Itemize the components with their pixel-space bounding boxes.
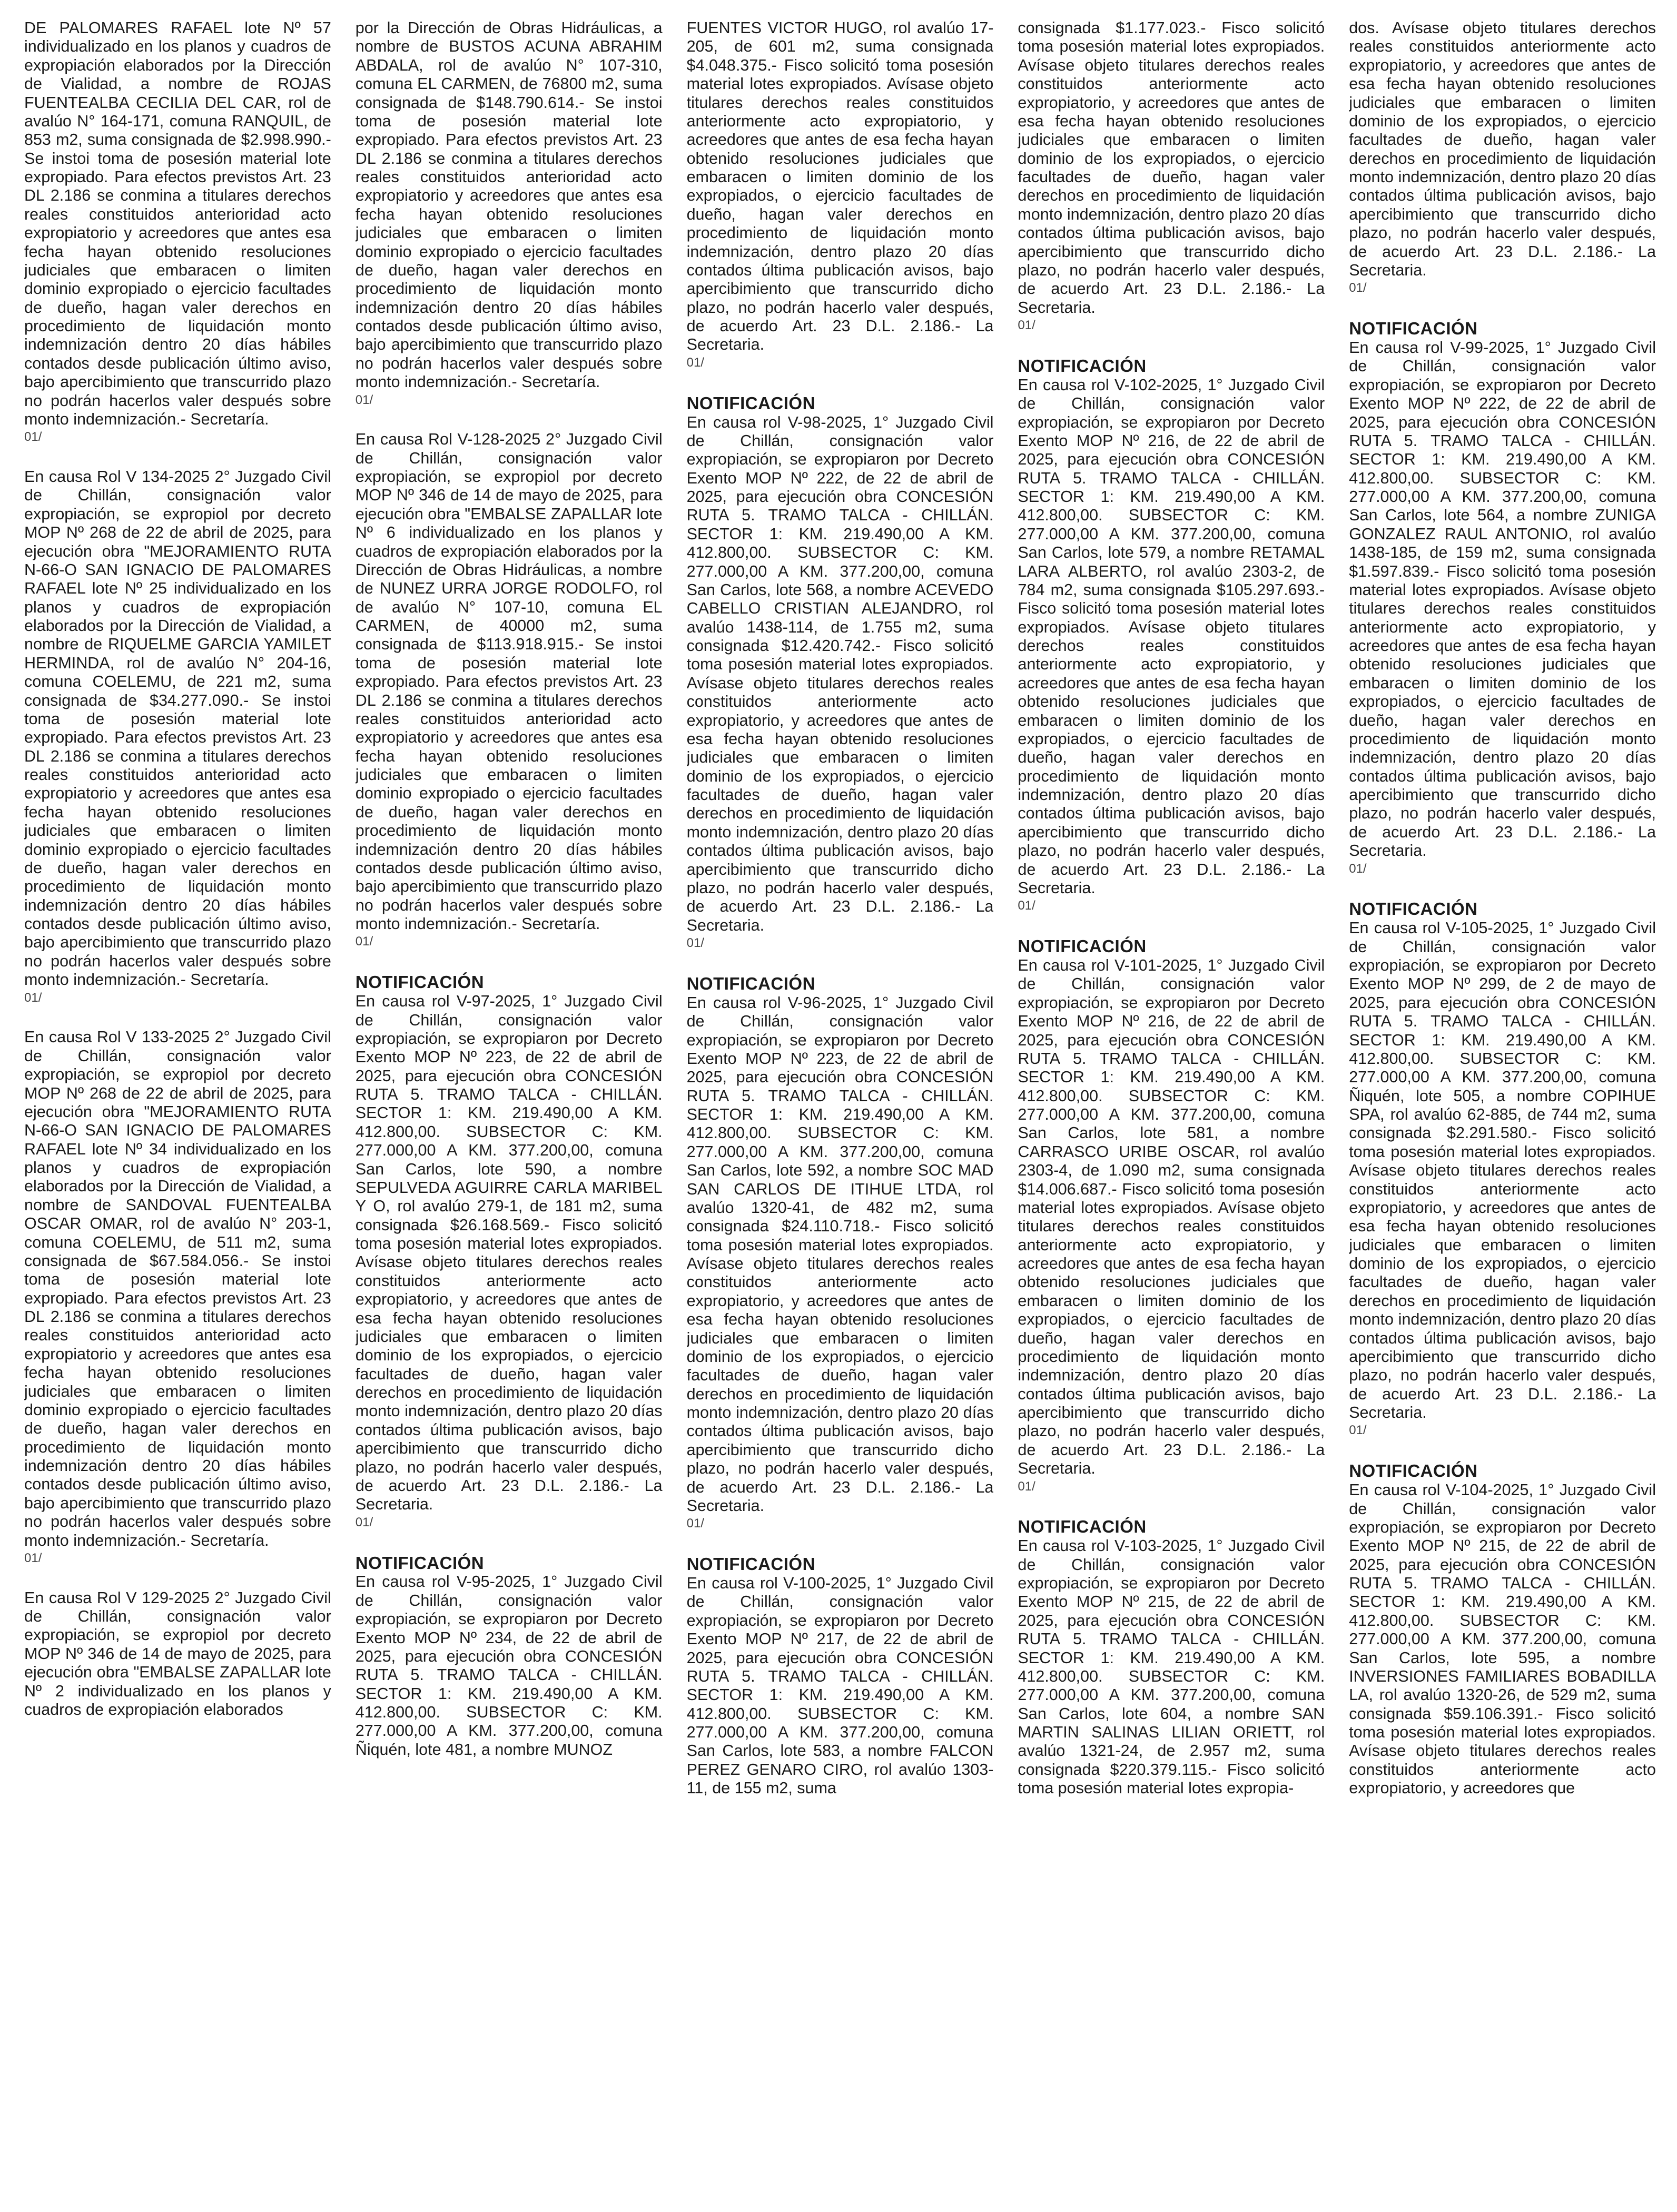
notice-code: 01/ [1349,861,1367,876]
notice-heading: NOTIFICACIÓN [1018,355,1147,376]
notice-code: 01/ [355,1515,373,1529]
notice-code: 01/ [686,936,704,951]
notice-body: En causa Rol V 133-2025 2° Juzgado Civil de Chillán, consignación valor expropiación, se expropiol por decreto MOP Nº 268 de 22 de abril de 2025, para ejecución obra "MEJORAMIENTO RUTA N-66-O SAN IGNACIO DE PALOMARES RAFAEL lote Nº 34 individualizado en los planos y cuadros de expropiación elaborados por la Dirección de Vialidad, a nombre de SANDOVAL FUENTEALBA OSCAR OMAR, rol de avalúo N° 203-1, comuna COELEMU, de 511 m2, suma consignada de $67.584.056.- Se instoi toma de posesión material lote expropiado. Para efectos previstos Art. 23 DL 2.186 se conmina a titulares derechos reales constituidos anterioridad acto expropiatorio y acreedores que antes esa fecha hayan obtenido resoluciones judiciales que embaracen o limiten dominio expropiado o ejercicio facultades de dueño, hagan valer derechos en procedimiento de liquidación monto indemnización dentro 20 días hábiles contados desde publicación último aviso, bajo apercibimiento que transcurrido plazo no podrán hacerlos valer después sobre monto indemnización.- Secretaría. [24,1028,331,1549]
notice-heading: NOTIFICACIÓN [1349,1461,1478,1481]
notice-body: En causa rol V-97-2025, 1° Juzgado Civil de Chillán, consignación valor expropiación, se expropiaron por Decreto Exento MOP Nº 223, de 22 de abril de 2025, para ejecución obra CONCESIÓN RUTA 5. TRAMO TALCA - CHILLÁN. SECTOR 1: KM. 219.490,00 A KM. 412.800,00. SUBSECTOR C: KM. 277.000,00 A KM. 377.200,00, comuna San Carlos, lote 590, a nombre SEPULVEDA AGUIRRE CARLA MARIBEL Y O, rol avalúo 279-1, de 181 m2, suma consignada $26.168.569.- Fisco solicitó toma posesión material lotes expropiados. Avísase objeto titulares derechos reales constituidos anteriormente acto expropiatorio, y acreedores que antes de esa fecha hayan obtenido resoluciones judiciales que embaracen o limiten dominio de los expropiados, o ejercicio facultades de dueño, hagan valer derechos en procedimiento de liquidación monto indemnización, dentro plazo 20 días contados última publicación avisos, bajo apercibimiento que transcurrido dicho plazo, no podrán hacerlo valer después, de acuerdo Art. 23 D.L. 2.186.- La Secretaria. [355,992,663,1514]
notice-code: 01/ [24,990,42,1005]
notice-code: 01/ [24,1551,42,1565]
notice-body: En causa rol V-100-2025, 1° Juzgado Civil de Chillán, consignación valor expropiación, se expropiaron por Decreto Exento MOP Nº 217, de 22 de abril de 2025, para ejecución obra CONCESIÓN RUTA 5. TRAMO TALCA - CHILLÁN. SECTOR 1: KM. 219.490,00 A KM. 412.800,00. SUBSECTOR C: KM. 277.000,00 A KM. 377.200,00, comuna San Carlos, lote 583, a nombre FALCON PEREZ GENARO CIRO, rol avalúo 1303-11, de 155 m2, suma [686,1574,994,1798]
notice-code: 01/ [1018,318,1035,332]
notice-heading: NOTIFICACIÓN [355,1553,485,1573]
notice-body: por la Dirección de Obras Hidráulicas, a nombre de BUSTOS ACUNA ABRAHIM ABDALA, rol de avalúo N° 107-310, comuna EL CARMEN, de 76800 m2, suma consignada de $148.790.614.- Se instoi toma de posesión material lote expropiado. Para efectos previstos Art. 23 DL 2.186 se conmina a titulares derechos reales constituidos anterioridad acto expropiatorio y acreedores que antes esa fecha hayan obtenido resoluciones judiciales que embaracen o limiten dominio expropiado o ejercicio facultades de dueño, hagan valer derechos en procedimiento de liquidación monto indemnización dentro 20 días hábiles contados desde publicación último aviso, bajo apercibimiento que transcurrido plazo no podrán hacerlos valer después sobre monto indemnización.- Secretaría. [355,19,663,391]
notice-body: En causa rol V-103-2025, 1° Juzgado Civil de Chillán, consignación valor expropiación, se expropiaron por Decreto Exento MOP Nº 215, de 22 de abril de 2025, para ejecución obra CONCESIÓN RUTA 5. TRAMO TALCA - CHILLÁN. SECTOR 1: KM. 219.490,00 A KM. 412.800,00. SUBSECTOR C: KM. 277.000,00 A KM. 377.200,00, comuna San Carlos, lote 604, a nombre SAN MARTIN SALINAS LILIAN ORIETT, rol avalúo 1321-24, de 2.957 m2, suma consignada $220.379.115.- Fisco solicitó toma posesión material lotes expropia- [1018,1537,1325,1798]
notice-body: En causa rol V-95-2025, 1° Juzgado Civil de Chillán, consignación valor expropiación, se expropiaron por Decreto Exento MOP Nº 234, de 22 de abril de 2025, para ejecución obra CONCESIÓN RUTA 5. TRAMO TALCA - CHILLÁN. SECTOR 1: KM. 219.490,00 A KM. 412.800,00. SUBSECTOR C: KM. 277.000,00 A KM. 377.200,00, comuna Ñiquén, lote 481, a nombre MUNOZ [355,1573,663,1759]
notice-body: DE PALOMARES RAFAEL lote Nº 57 individualizado en los planos y cuadros de expropiación elaborados por la Dirección de Vialidad, a nombre de ROJAS FUENTEALBA CECILIA DEL CAR, rol de avalúo N° 164-171, comuna RANQUIL, de 853 m2, suma consignada de $2.998.990.- Se instoi toma de posesión material lote expropiado. Para efectos previstos Art. 23 DL 2.186 se conmina a titulares derechos reales constituidos anterioridad acto expropiatorio y acreedores que antes esa fecha hayan obtenido resoluciones judiciales que embaracen o limiten dominio expropiado o ejercicio facultades de dueño, hagan valer derechos en procedimiento de liquidación monto indemnización dentro 20 días hábiles contados desde publicación último aviso, bajo apercibimiento que transcurrido plazo no podrán hacerlos valer después sobre monto indemnización.- Secretaría. [24,19,331,428]
notice-heading: NOTIFICACIÓN [1018,1517,1147,1537]
notice-code: 01/ [686,355,704,370]
notice-body: En causa Rol V 134-2025 2° Juzgado Civil de Chillán, consignación valor expropiación, se expropiol por decreto MOP Nº 268 de 22 de abril de 2025, para ejecución obra "MEJORAMIENTO RUTA N-66-O SAN IGNACIO DE PALOMARES RAFAEL lote Nº 25 individualizado en los planos y cuadros de expropiación elaborados por la Dirección de Vialidad, a nombre de RIQUELME GARCIA YAMILET HERMINDA, rol de avalúo N° 204-16, comuna COELEMU, de 221 m2, suma consignada de $34.277.090.- Se instoi toma de posesión material lote expropiado. Para efectos previstos Art. 23 DL 2.186 se conmina a titulares derechos reales constituidos anterioridad acto expropiatorio y acreedores que antes esa fecha hayan obtenido resoluciones judiciales que embaracen o limiten dominio expropiado o ejercicio facultades de dueño, hagan valer derechos en procedimiento de liquidación monto indemnización dentro 20 días hábiles contados desde publicación último aviso, bajo apercibimiento que transcurrido plazo no podrán hacerlos valer después sobre monto indemnización.- Secretaría. [24,468,331,989]
notice-body: consignada $1.177.023.- Fisco solicitó toma posesión material lotes expropiados. Avísase objeto titulares derechos reales constituidos anteriormente acto expropiatorio, y acreedores que antes de esa fecha hayan obtenido resoluciones judiciales que embaracen o limiten dominio de los expropiados, o ejercicio facultades de dueño, hagan valer derechos en procedimiento de liquidación monto indemnización, dentro plazo 20 días contados última publicación avisos, bajo apercibimiento que transcurrido dicho plazo, no podrán hacerlo valer después, de acuerdo Art. 23 D.L. 2.186.- La Secretaria. [1018,19,1325,317]
notice-heading: NOTIFICACIÓN [355,972,485,992]
notice [24,1589,331,1720]
notice [687,19,994,370]
notice [1349,1461,1656,1798]
column-1 [24,19,331,2201]
notice [1349,319,1656,876]
notice-body: En causa rol V-98-2025, 1° Juzgado Civil de Chillán, consignación valor expropiación, se expropiaron por Decreto Exento MOP Nº 222, de 22 de abril de 2025, para ejecución obra CONCESIÓN RUTA 5. TRAMO TALCA - CHILLÁN. SECTOR 1: KM. 219.490,00 A KM. 412.800,00. SUBSECTOR C: KM. 277.000,00 A KM. 377.200,00, comuna San Carlos, lote 568, a nombre ACEVEDO CABELLO CRISTIAN ALEJANDRO, rol avalúo 1438-114, de 1.755 m2, suma consignada $12.420.742.- Fisco solicitó toma posesión material lotes expropiados. Avísase objeto titulares derechos reales constituidos anteriormente acto expropiatorio, y acreedores que antes de esa fecha hayan obtenido resoluciones judiciales que embaracen o limiten dominio de los expropiados, o ejercicio facultades de dueño, hagan valer derechos en procedimiento de liquidación monto indemnización, dentro plazo 20 días contados última publicación avisos, bajo apercibimiento que transcurrido dicho plazo, no podrán hacerlo valer después, de acuerdo Art. 23 D.L. 2.186.- La Secretaria. [686,413,994,934]
column-5 [1349,19,1656,2201]
notice [24,468,331,1005]
notice-body: En causa rol V-104-2025, 1° Juzgado Civil de Chillán, consignación valor expropiación, se expropiaron por Decreto Exento MOP Nº 215, de 22 de abril de 2025, para ejecución obra CONCESIÓN RUTA 5. TRAMO TALCA - CHILLÁN. SECTOR 1: KM. 219.490,00 A KM. 412.800,00. SUBSECTOR C: KM. 277.000,00 A KM. 377.200,00, comuna San Carlos, lote 595, a nombre INVERSIONES FAMILIARES BOBADILLA LA, rol avalúo 1320-26, de 529 m2, suma consignada $59.106.391.- Fisco solicitó toma posesión material lotes expropiados. Avísase objeto titulares derechos reales constituidos anteriormente acto expropiatorio, y acreedores que [1349,1481,1656,1798]
notice [1349,19,1656,295]
notice [687,974,994,1531]
notice [24,1028,331,1565]
notice [687,393,994,951]
notice [356,1553,663,1760]
notice [1018,19,1325,333]
notice-code: 01/ [1018,1479,1035,1494]
notice-code: 01/ [1018,898,1035,913]
notice [356,430,663,949]
notice-body: En causa rol V-99-2025, 1° Juzgado Civil de Chillán, consignación valor expropiación, se expropiaron por Decreto Exento MOP Nº 222, de 22 de abril de 2025, para ejecución obra CONCESIÓN RUTA 5. TRAMO TALCA - CHILLÁN. SECTOR 1: KM. 219.490,00 A KM. 412.800,00. SUBSECTOR C: KM. 277.000,00 A KM. 377.200,00, comuna San Carlos, lote 564, a nombre ZUNIGA GONZALEZ RAUL ANTONIO, rol avalúo 1438-185, de 159 m2, suma consignada $1.597.839.- Fisco solicitó toma posesión material lotes expropiados. Avísase objeto titulares derechos reales constituidos anteriormente acto expropiatorio, y acreedores que antes de esa fecha hayan obtenido resoluciones judiciales que embaracen o limiten dominio de los expropiados, o ejercicio facultades de dueño, hagan valer derechos en procedimiento de liquidación monto indemnización, dentro plazo 20 días contados última publicación avisos, bajo apercibimiento que transcurrido dicho plazo, no podrán hacerlo valer después, de acuerdo Art. 23 D.L. 2.186.- La Secretaria. [1349,339,1656,860]
notice-body: En causa rol V-96-2025, 1° Juzgado Civil de Chillán, consignación valor expropiación, se expropiaron por Decreto Exento MOP Nº 223, de 22 de abril de 2025, para ejecución obra CONCESIÓN RUTA 5. TRAMO TALCA - CHILLÁN. SECTOR 1: KM. 219.490,00 A KM. 412.800,00. SUBSECTOR C: KM. 277.000,00 A KM. 377.200,00, comuna San Carlos, lote 592, a nombre SOC MAD SAN CARLOS DE ITIHUE LTDA, rol avalúo 1320-41, de 482 m2, suma consignada $24.110.718.- Fisco solicitó toma posesión material lotes expropiados. Avísase objeto titulares derechos reales constituidos anteriormente acto expropiatorio, y acreedores que antes de esa fecha hayan obtenido resoluciones judiciales que embaracen o limiten dominio de los expropiados, o ejercicio facultades de dueño, hagan valer derechos en procedimiento de liquidación monto indemnización, dentro plazo 20 días contados última publicación avisos, bajo apercibimiento que transcurrido dicho plazo, no podrán hacerlo valer después, de acuerdo Art. 23 D.L. 2.186.- La Secretaria. [686,993,994,1515]
notice-body: En causa rol V-101-2025, 1° Juzgado Civil de Chillán, consignación valor expropiación, se expropiaron por Decreto Exento MOP Nº 216, de 22 de abril de 2025, para ejecución obra CONCESIÓN RUTA 5. TRAMO TALCA - CHILLÁN. SECTOR 1: KM. 219.490,00 A KM. 412.800,00. SUBSECTOR C: KM. 277.000,00 A KM. 377.200,00, comuna San Carlos, lote 581, a nombre CARRASCO URIBE OSCAR, rol avalúo 2303-4, de 1.090 m2, suma consignada $14.006.687.- Fisco solicitó toma posesión material lotes expropiados. Avísase objeto titulares derechos reales constituidos anteriormente acto expropiatorio, y acreedores que antes de esa fecha hayan obtenido resoluciones judiciales que embaracen o limiten dominio de los expropiados, o ejercicio facultades de dueño, hagan valer derechos en procedimiento de liquidación monto indemnización, dentro plazo 20 días contados última publicación avisos, bajo apercibimiento que transcurrido dicho plazo, no podrán hacerlo valer después, de acuerdo Art. 23 D.L. 2.186.- La Secretaria. [1018,956,1325,1478]
notice-body: En causa rol V-105-2025, 1° Juzgado Civil de Chillán, consignación valor expropiación, se expropiaron por Decreto Exento MOP Nº 299, de 2 de mayo de 2025, para ejecución obra CONCESIÓN RUTA 5. TRAMO TALCA - CHILLÁN. SECTOR 1: KM. 219.490,00 A KM. 412.800,00. SUBSECTOR C: KM. 277.000,00 A KM. 377.200,00, comuna Ñiquén, lote 505, a nombre COPIHUE SPA, rol avalúo 62-885, de 744 m2, suma consignada $2.291.580.- Fisco solicitó toma posesión material lotes expropiados. Avísase objeto titulares derechos reales constituidos anteriormente acto expropiatorio, y acreedores que antes de esa fecha hayan obtenido resoluciones judiciales que embaracen o limiten dominio de los expropiados, o ejercicio facultades de dueño, hagan valer derechos en procedimiento de liquidación monto indemnización, dentro plazo 20 días contados última publicación avisos, bajo apercibimiento que transcurrido dicho plazo, no podrán hacerlo valer después, de acuerdo Art. 23 D.L. 2.186.- La Secretaria. [1349,919,1656,1422]
notice-code: 01/ [686,1516,704,1531]
notice [1018,1517,1325,1798]
notice-code: 01/ [1349,1423,1367,1438]
column-3 [687,19,994,2201]
notice-code: 01/ [355,934,373,949]
notice-body: dos. Avísase objeto titulares derechos reales constituidos anteriormente acto expropiatorio, y acreedores que antes de esa fecha hayan obtenido resoluciones judiciales que embaracen o limiten dominio de los expropiados, o ejercicio facultades de dueño, hagan valer derechos en procedimiento de liquidación monto indemnización, dentro plazo 20 días contados última publicación avisos, bajo apercibimiento que transcurrido dicho plazo, no podrán hacerlo valer después, de acuerdo Art. 23 D.L. 2.186.- La Secretaria. [1349,19,1656,279]
notice-heading: NOTIFICACIÓN [686,973,815,993]
notice [356,19,663,407]
notice-heading: NOTIFICACIÓN [686,1554,815,1574]
notice-code: 01/ [24,430,42,445]
notice [1349,899,1656,1438]
notice-heading: NOTIFICACIÓN [1349,899,1478,919]
notice-body: En causa Rol V 129-2025 2° Juzgado Civil de Chillán, consignación valor expropiación, se expropiol por decreto MOP Nº 346 de 14 de mayo de 2025, para ejecución obra "EMBALSE ZAPALLAR lote Nº 2 individualizado en los planos y cuadros de expropiación elaborados [24,1588,331,1719]
notice [24,19,331,445]
notice [1018,356,1325,913]
notice [1018,936,1325,1494]
notice-body: En causa Rol V-128-2025 2° Juzgado Civil de Chillán, consignación valor expropiación, se expropiol por decreto MOP Nº 346 de 14 de mayo de 2025, para ejecución obra "EMBALSE ZAPALLAR lote Nº 6 individualizado en los planos y cuadros de expropiación elaborados por la Dirección de Obras Hidráulicas, a nombre de NUNEZ URRA JORGE RODOLFO, rol de avalúo N° 107-10, comuna EL CARMEN, de 40000 m2, suma consignada de $113.918.915.- Se instoi toma de posesión material lote expropiado. Para efectos previstos Art. 23 DL 2.186 se conmina a titulares derechos reales constituidos anterioridad acto expropiatorio y acreedores que antes esa fecha hayan obtenido resoluciones judiciales que embaracen o limiten dominio expropiado o ejercicio facultades de dueño, hagan valer derechos en procedimiento de liquidación monto indemnización dentro 20 días hábiles contados desde publicación último aviso, bajo apercibimiento que transcurrido plazo no podrán hacerlos valer después sobre monto indemnización.- Secretaría. [355,430,663,933]
column-4 [1018,19,1325,2201]
notice-code: 01/ [1349,281,1367,295]
notice-body: FUENTES VICTOR HUGO, rol avalúo 17-205, de 601 m2, suma consignada $4.048.375.- Fisco solicitó toma posesión material lotes expropiados. Avísase objeto titulares derechos reales constituidos anteriormente acto expropiatorio, y acreedores que antes de esa fecha hayan obtenido resoluciones judiciales que embaracen o limiten dominio de los expropiados, o ejercicio facultades de dueño, hagan valer derechos en procedimiento de liquidación monto indemnización, dentro plazo 20 días contados última publicación avisos, bajo apercibimiento que transcurrido dicho plazo, no podrán hacerlo valer después, de acuerdo Art. 23 D.L. 2.186.- La Secretaria. [686,19,994,354]
column-2 [356,19,663,2201]
notice-body: En causa rol V-102-2025, 1° Juzgado Civil de Chillán, consignación valor expropiación, se expropiaron por Decreto Exento MOP Nº 216, de 22 de abril de 2025, para ejecución obra CONCESIÓN RUTA 5. TRAMO TALCA - CHILLÁN. SECTOR 1: KM. 219.490,00 A KM. 412.800,00. SUBSECTOR C: KM. 277.000,00 A KM. 377.200,00, comuna San Carlos, lote 579, a nombre RETAMAL LARA ALBERTO, rol avalúo 2303-2, de 784 m2, suma consignada $105.297.693.- Fisco solicitó toma posesión material lotes expropiados. Avísase objeto titulares derechos reales constituidos anteriormente acto expropiatorio, y acreedores que antes de esa fecha hayan obtenido resoluciones judiciales que embaracen o limiten dominio de los expropiados, o ejercicio facultades de dueño, hagan valer derechos en procedimiento de liquidación monto indemnización, dentro plazo 20 días contados última publicación avisos, bajo apercibimiento que transcurrido dicho plazo, no podrán hacerlo valer después, de acuerdo Art. 23 D.L. 2.186.- La Secretaria. [1018,376,1325,897]
notice [356,972,663,1529]
notice-code: 01/ [355,392,373,407]
notice-heading: NOTIFICACIÓN [686,393,815,413]
notice-heading: NOTIFICACIÓN [1349,319,1478,339]
notice-heading: NOTIFICACIÓN [1018,936,1147,956]
notice [687,1554,994,1798]
